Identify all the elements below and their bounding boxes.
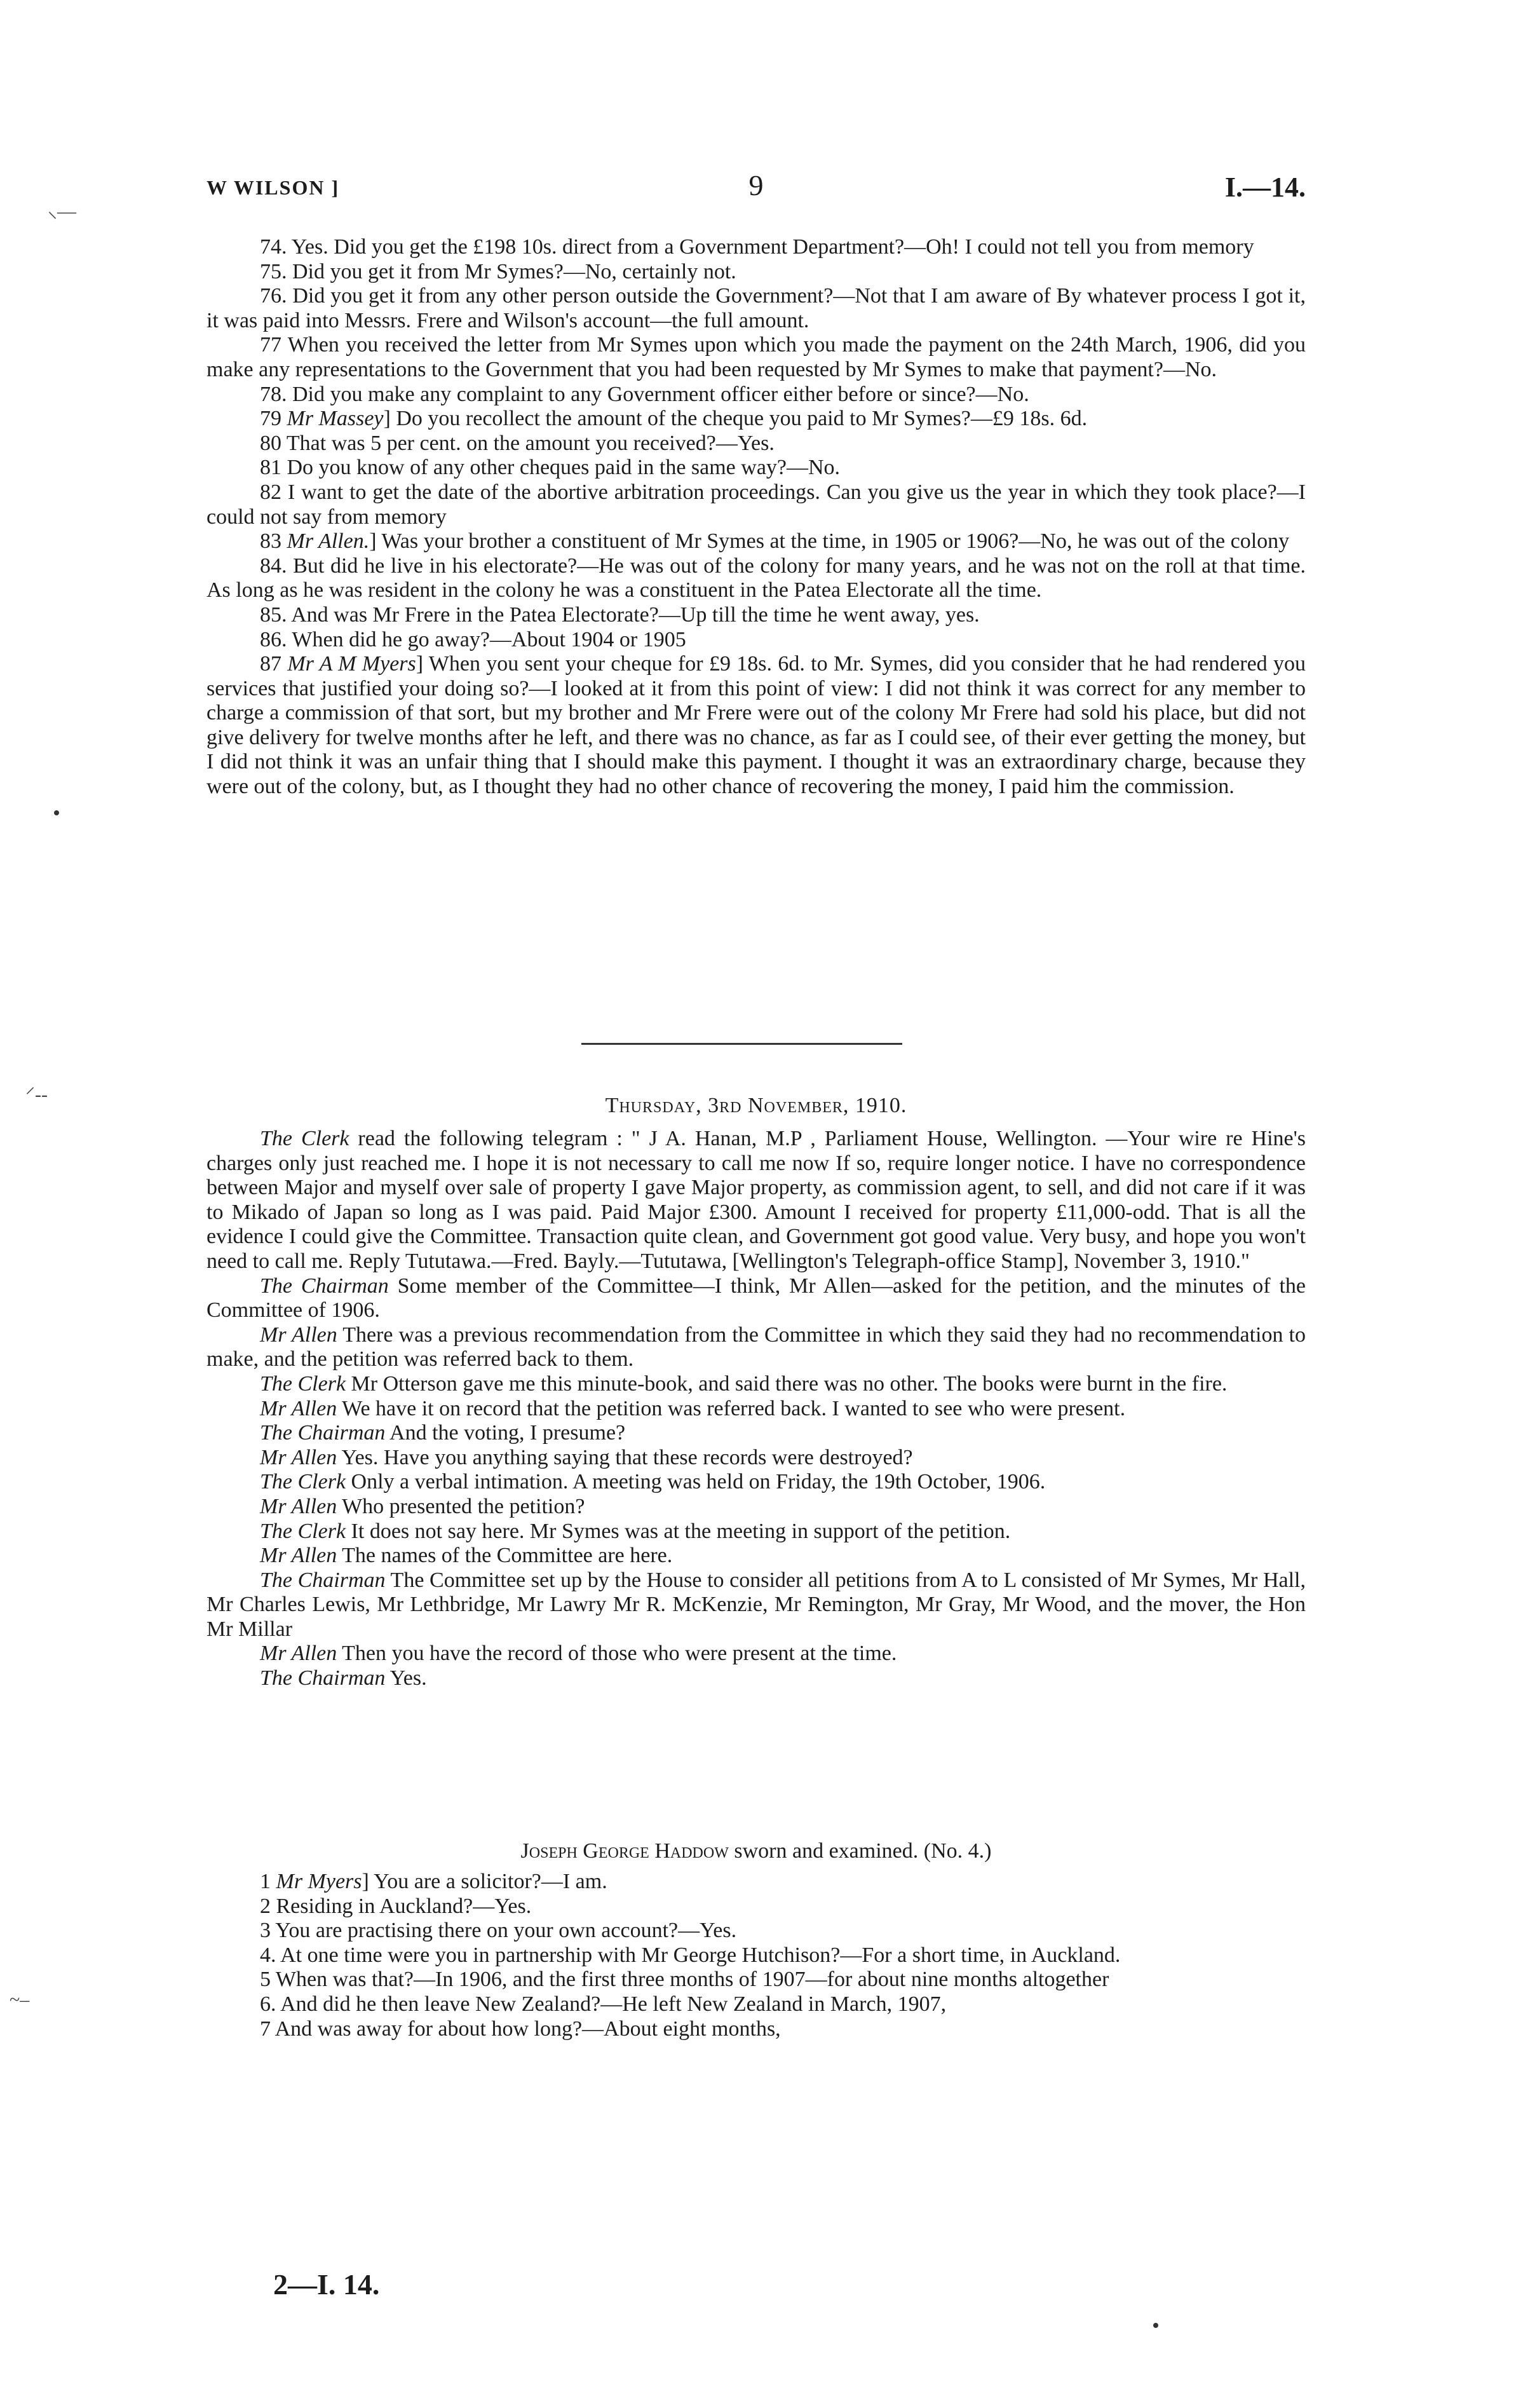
question-text: 4. At one time were you in partnership with Mr George Hutchison?—For a short time, in Auckland.	[260, 1943, 1121, 1967]
speaker-paragraph	[206, 1274, 1306, 1323]
witness-name: Joseph George Haddow	[520, 1839, 729, 1863]
qa-paragraph	[206, 260, 1306, 285]
speaker-name: The Chairman	[260, 1666, 386, 1690]
speaker-paragraph	[206, 1397, 1306, 1422]
speaker-name: The Chairman	[260, 1568, 386, 1592]
qa-paragraph	[206, 1943, 1306, 1968]
qa-paragraph	[206, 1894, 1306, 1919]
qa-paragraph	[206, 432, 1306, 456]
question-text: 2 Residing in Auckland?—Yes.	[260, 1894, 532, 1918]
speaker-name: Mr Allen.	[287, 529, 370, 554]
speaker-name: Mr A M Myers	[287, 652, 416, 676]
statement-text: The Committee set up by the House to consider all petitions from A to L consisted of Mr Symes, Mr Hall, Mr Charles Lewis, Mr Lethbridge, Mr Lawry Mr R. McKenzie, Mr Remington, Mr Gray, Mr Wood, and the mover, the Hon Mr Millar	[206, 1568, 1306, 1641]
witness-heading-block	[206, 1839, 1306, 1864]
statement-text: ] Was your brother a constituent of Mr Symes at the time, in 1905 or 1906?—No, he was out of the colony	[369, 529, 1290, 554]
qa-paragraph	[206, 284, 1306, 333]
document-reference: I.—14.	[1224, 172, 1306, 203]
statement-text: Only a verbal intimation. A meeting was held on Friday, the 19th October, 1906.	[346, 1470, 1046, 1494]
question-text: 86. When did he go away?—About 1904 or 1905	[260, 627, 686, 651]
qa-paragraph	[206, 235, 1306, 260]
page-number: 9	[748, 169, 764, 201]
speaker-name: Mr Allen	[260, 1396, 337, 1420]
witness-heading	[206, 1839, 1306, 1864]
statement-text: Mr Otterson gave me this minute-book, and said there was no other. The books were burnt in the fire.	[346, 1371, 1228, 1396]
speaker-name: The Clerk	[260, 1127, 349, 1150]
question-text: 79	[260, 407, 281, 431]
question-text: 1	[260, 1870, 271, 1893]
statement-text: There was a previous recommendation from the Committee in which they said they had no recommendation to make, and the petition was referred back to them.	[206, 1323, 1306, 1371]
statement-text: ] When you sent your cheque for £9 18s. 6d. to Mr. Symes, did you consider that he had rendered you services that justified your doing so?—I looked at it from this point of view: I did not think it was correct for any member to charge a commission of that sort, but my brother and Mr Frere were out of the colony Mr Frere had sold his place, but did not give delivery for twelve months after he left, and there was no chance, as far as I could see, of their ever getting the money, but I did not think it was an unfair thing that I should make this payment. I thought it was an extraordinary charge, because they were out of the colony, but, as I thought they had no other chance of recovering the money, I paid him the commission.	[206, 652, 1306, 799]
date-heading: Thursday, 3rd November, 1910.	[605, 1094, 907, 1117]
question-text: 78. Did you make any complaint to any Government officer either before or since?—No.	[260, 382, 1029, 406]
speaker-paragraph	[206, 1544, 1306, 1568]
speaker-paragraph	[206, 1642, 1306, 1666]
header-witness: W WILSON ]	[206, 176, 340, 199]
question-text: 84. But did he live in his electorate?—He was out of the colony for many years, and he was not on the roll at that time. As long as he was resident in the colony he was a constituent in the Patea Electorate all the time.	[206, 554, 1306, 602]
statement-text: Yes.	[385, 1666, 427, 1690]
question-text: 81 Do you know of any other cheques paid in the same way?—No.	[260, 456, 841, 480]
qa-paragraph	[206, 628, 1306, 653]
speaker-name: Mr Allen	[260, 1544, 337, 1568]
speaker-name: Mr Myers	[276, 1870, 362, 1893]
page-header	[206, 168, 1306, 213]
statement-text: Yes. Have you anything saying that these records were destroyed?	[337, 1445, 913, 1469]
margin-dot	[54, 810, 59, 815]
statement-text: Some member of the Committee—I think, Mr Allen—asked for the petition, and the minutes of the Committee of 1906.	[206, 1274, 1306, 1323]
speaker-name: Mr Massey	[287, 407, 384, 431]
statement-text: read the following telegram : " J A. Hanan, M.P , Parliament House, Wellington. —Your wire re Hine's charges only just reached me. I hope it is not necessary to call me now If so, require longer notice. I have no correspondence between Major and myself over sale of property I gave Major property, as commission agent, to sell, and did not care if it was to Mikado of Japan so long as I was paid. Paid Major £300. Amount I received for property £11,000-odd. That is all the evidence I could give the Committee. Transaction quite clean, and Government got good value. Very busy, and hope you won't need to call me. Reply Tututawa.—Fred. Bayly.—Tututawa, [Wellington's Telegraph-office Stamp], November 3, 1910."	[206, 1127, 1306, 1273]
qa-paragraph	[206, 652, 1306, 799]
qa-paragraph	[206, 529, 1306, 554]
examination-continued	[206, 235, 1306, 799]
question-text: 6. And did he then leave New Zealand?—He left New Zealand in March, 1907,	[260, 1992, 947, 2016]
question-text: 80 That was 5 per cent. on the amount you received?—Yes.	[260, 431, 775, 455]
question-text: 85. And was Mr Frere in the Patea Electorate?—Up till the time he went away, yes.	[260, 602, 980, 627]
margin-mark: ⸍-‑	[25, 1084, 48, 1105]
question-text: 5 When was that?—In 1906, and the first three months of 1907—for about nine months altogether	[260, 1968, 1109, 1992]
qa-paragraph	[206, 333, 1306, 382]
speaker-paragraph	[206, 1372, 1306, 1397]
speaker-name: The Chairman	[260, 1274, 389, 1298]
speaker-name: The Chairman	[260, 1421, 386, 1445]
section-divider	[581, 1043, 902, 1045]
question-text: 74. Yes. Did you get the £198 10s. direct from a Government Department?—Oh! I could not tell you from memory	[260, 235, 1254, 259]
statement-text: It does not say here. Mr Symes was at the meeting in support of the petition.	[346, 1519, 1011, 1543]
statement-text: And the voting, I presume?	[385, 1421, 626, 1445]
statement-text: ] Do you recollect the amount of the cheque you paid to Mr Symes?—£9 18s. 6d.	[383, 407, 1088, 431]
qa-paragraph	[206, 603, 1306, 628]
speaker-paragraph	[206, 1421, 1306, 1446]
speaker-paragraph	[206, 1666, 1306, 1691]
speaker-paragraph	[206, 1470, 1306, 1495]
speaker-paragraph	[206, 1568, 1306, 1642]
haddow-examination	[206, 1870, 1306, 2041]
witness-heading-rest: sworn and examined. (No. 4.)	[728, 1839, 992, 1863]
qa-paragraph	[206, 407, 1306, 432]
question-text: 75. Did you get it from Mr Symes?—No, certainly not.	[260, 259, 736, 283]
speaker-paragraph	[206, 1127, 1306, 1274]
question-text: 76. Did you get it from any other person outside the Government?—Not that I am aware of By whatever process I got it, it was paid into Messrs. Frere and Wilson's account—the full amount.	[206, 284, 1306, 332]
speaker-name: Mr Allen	[260, 1323, 337, 1347]
statement-text: Who presented the petition?	[337, 1494, 585, 1518]
qa-paragraph	[206, 1968, 1306, 1992]
speaker-name: Mr Allen	[260, 1445, 337, 1469]
speaker-name: The Clerk	[260, 1519, 346, 1543]
speaker-name: Mr Allen	[260, 1642, 337, 1666]
speaker-name: Mr Allen	[260, 1494, 337, 1518]
date-heading-block	[206, 1094, 1306, 1119]
qa-paragraph	[206, 383, 1306, 407]
committee-discussion	[206, 1127, 1306, 1691]
speaker-paragraph	[206, 1520, 1306, 1544]
qa-paragraph	[206, 1992, 1306, 2017]
question-text: 7 And was away for about how long?—About eight months,	[260, 2017, 781, 2041]
question-text: 82 I want to get the date of the abortive arbitration proceedings. Can you give us the year in which they took place?—I could not say from memory	[206, 480, 1306, 529]
speaker-paragraph	[206, 1323, 1306, 1372]
question-text: 3 You are practising there on your own account?—Yes.	[260, 1919, 737, 1943]
speaker-name: The Clerk	[260, 1371, 346, 1396]
margin-mark: ⸜—	[48, 201, 76, 222]
statement-text: We have it on record that the petition was referred back. I wanted to see who were present.	[337, 1396, 1126, 1420]
speaker-name: The Clerk	[260, 1470, 346, 1494]
margin-dot	[1153, 2323, 1158, 2328]
statement-text: Then you have the record of those who were present at the time.	[337, 1642, 897, 1666]
question-text: 87	[260, 652, 281, 676]
question-text: 83	[260, 529, 281, 554]
qa-paragraph	[206, 554, 1306, 603]
margin-mark: ~–	[10, 1989, 30, 2010]
speaker-paragraph	[206, 1446, 1306, 1471]
speaker-paragraph	[206, 1495, 1306, 1520]
qa-paragraph	[206, 2017, 1306, 2042]
qa-paragraph	[206, 1919, 1306, 1943]
page-footer: 2—I. 14.	[273, 2268, 380, 2301]
question-text: 77 When you received the letter from Mr Symes upon which you made the payment on the 24th March, 1906, did you make any representations to the Government that you had been requested by Mr Symes to make that payment?—No.	[206, 333, 1306, 381]
qa-paragraph	[206, 1870, 1306, 1894]
statement-text: ] You are a solicitor?—I am.	[362, 1870, 607, 1893]
qa-paragraph	[206, 480, 1306, 529]
statement-text: The names of the Committee are here.	[337, 1544, 673, 1568]
qa-paragraph	[206, 456, 1306, 480]
